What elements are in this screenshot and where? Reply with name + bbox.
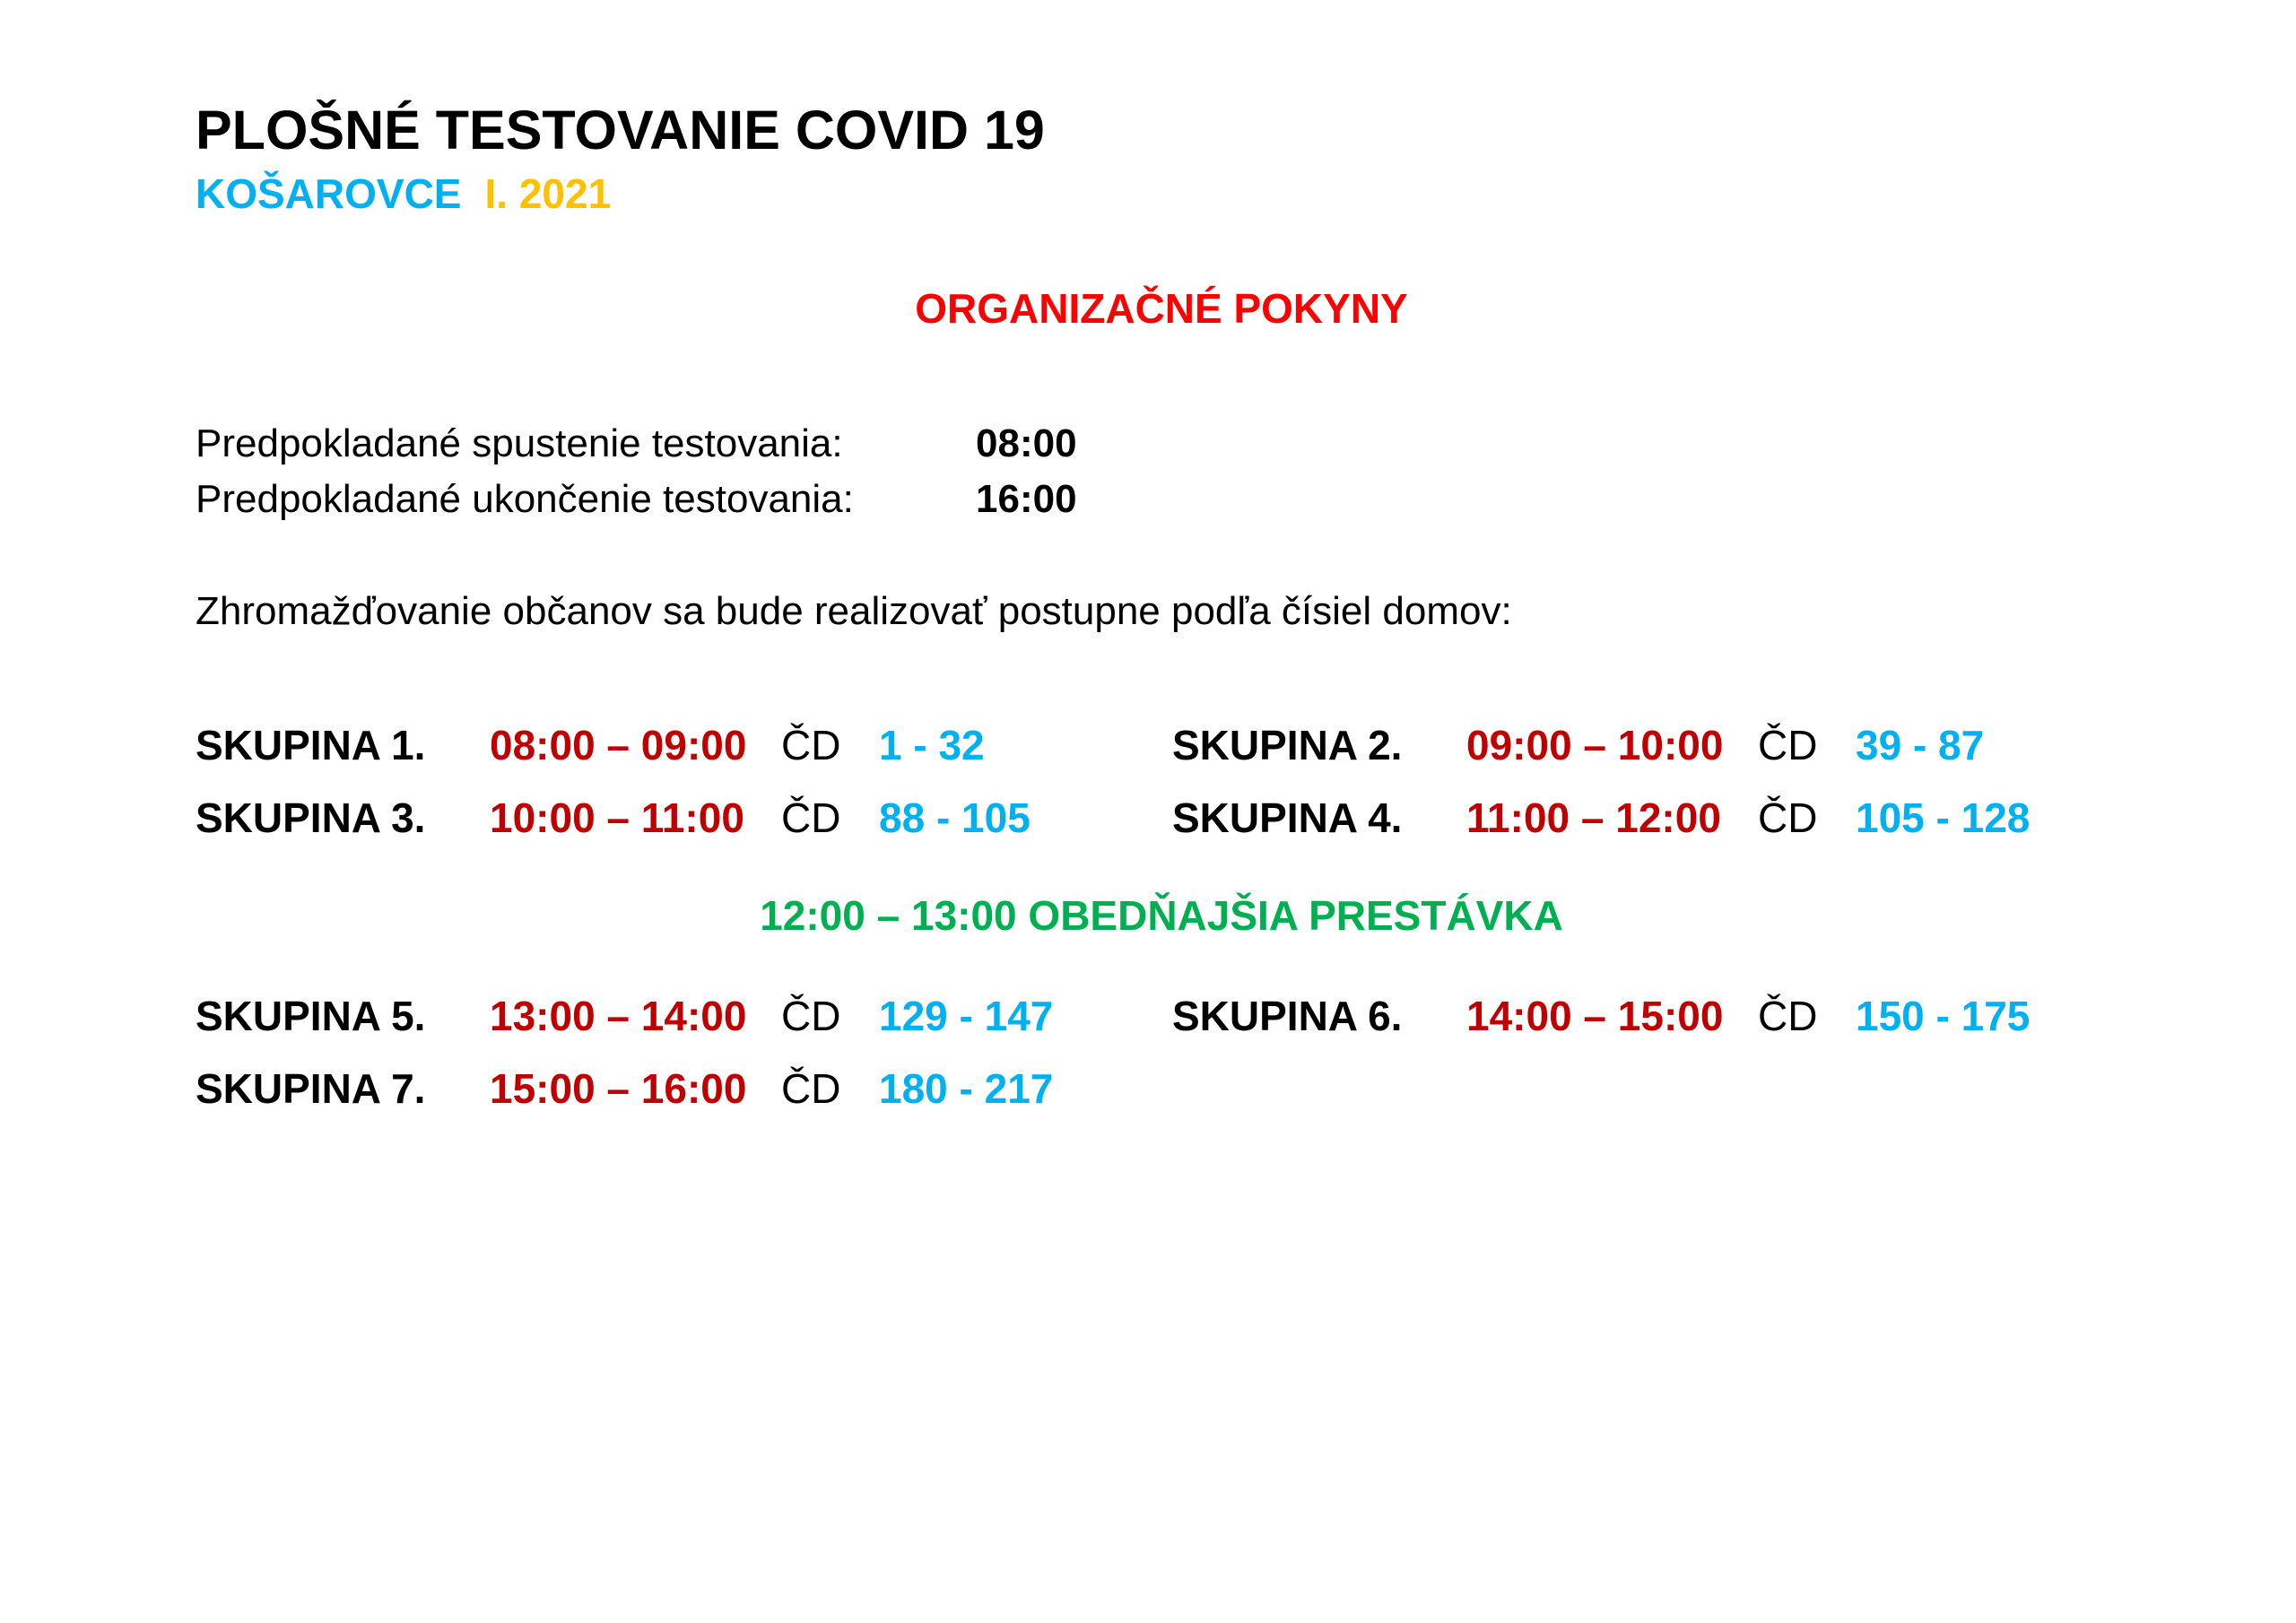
info-row-end bbox=[196, 475, 1077, 524]
group-name: SKUPINA 5. bbox=[196, 993, 426, 1039]
group-time: 08:00 – 09:00 bbox=[490, 722, 747, 768]
group-time: 15:00 – 16:00 bbox=[490, 1065, 747, 1112]
group-cd-label: ČD bbox=[1758, 993, 1818, 1039]
group-cd-label: ČD bbox=[1758, 722, 1818, 768]
group-row bbox=[196, 991, 1053, 1041]
document-subtitle bbox=[196, 169, 611, 219]
group-time: 10:00 – 11:00 bbox=[490, 794, 744, 841]
group-row bbox=[1172, 793, 2030, 843]
group-name: SKUPINA 2. bbox=[1172, 722, 1403, 768]
group-name: SKUPINA 3. bbox=[196, 794, 426, 841]
info-start-label: Predpokladané spustenie testovania: bbox=[196, 421, 843, 465]
subtitle-period: I. 2021 bbox=[484, 170, 612, 217]
document-title: PLOŠNÉ TESTOVANIE COVID 19 bbox=[196, 100, 1045, 161]
intro-paragraph: Zhromažďovanie občanov sa bude realizovať postupne podľa čísiel domov: bbox=[196, 589, 1512, 633]
info-start-value: 08:00 bbox=[976, 421, 1077, 465]
group-cd-label: ČD bbox=[781, 794, 841, 841]
group-house-range: 1 - 32 bbox=[879, 722, 985, 768]
group-row bbox=[196, 720, 985, 770]
group-name: SKUPINA 6. bbox=[1172, 993, 1403, 1039]
group-cd-label: ČD bbox=[781, 1065, 841, 1112]
group-time: 14:00 – 15:00 bbox=[1466, 993, 1724, 1039]
info-end-label: Predpokladané ukončenie testovania: bbox=[196, 477, 854, 521]
info-end-value: 16:00 bbox=[976, 477, 1077, 521]
group-name: SKUPINA 1. bbox=[196, 722, 426, 768]
group-cd-label: ČD bbox=[781, 722, 841, 768]
group-row bbox=[1172, 720, 1984, 770]
group-row bbox=[196, 1063, 1053, 1114]
group-name: SKUPINA 7. bbox=[196, 1065, 426, 1112]
group-house-range: 129 - 147 bbox=[879, 993, 1054, 1039]
lunch-break-notice: 12:00 – 13:00 OBEDŇAJŠIA PRESTÁVKA bbox=[760, 892, 1563, 939]
section-heading: ORGANIZAČNÉ POKYNY bbox=[915, 285, 1408, 332]
group-cd-label: ČD bbox=[1758, 794, 1818, 841]
subtitle-place: KOŠAROVCE bbox=[196, 170, 462, 217]
group-house-range: 105 - 128 bbox=[1856, 794, 2031, 841]
group-name: SKUPINA 4. bbox=[1172, 794, 1403, 841]
group-row bbox=[196, 793, 1031, 843]
group-house-range: 150 - 175 bbox=[1856, 993, 2031, 1039]
group-time: 13:00 – 14:00 bbox=[490, 993, 747, 1039]
group-cd-label: ČD bbox=[781, 993, 841, 1039]
group-house-range: 180 - 217 bbox=[879, 1065, 1054, 1112]
info-row-start bbox=[196, 420, 1077, 468]
group-time: 11:00 – 12:00 bbox=[1466, 794, 1721, 841]
group-row bbox=[1172, 991, 2030, 1041]
group-house-range: 39 - 87 bbox=[1856, 722, 1985, 768]
group-house-range: 88 - 105 bbox=[879, 794, 1031, 841]
group-time: 09:00 – 10:00 bbox=[1466, 722, 1724, 768]
